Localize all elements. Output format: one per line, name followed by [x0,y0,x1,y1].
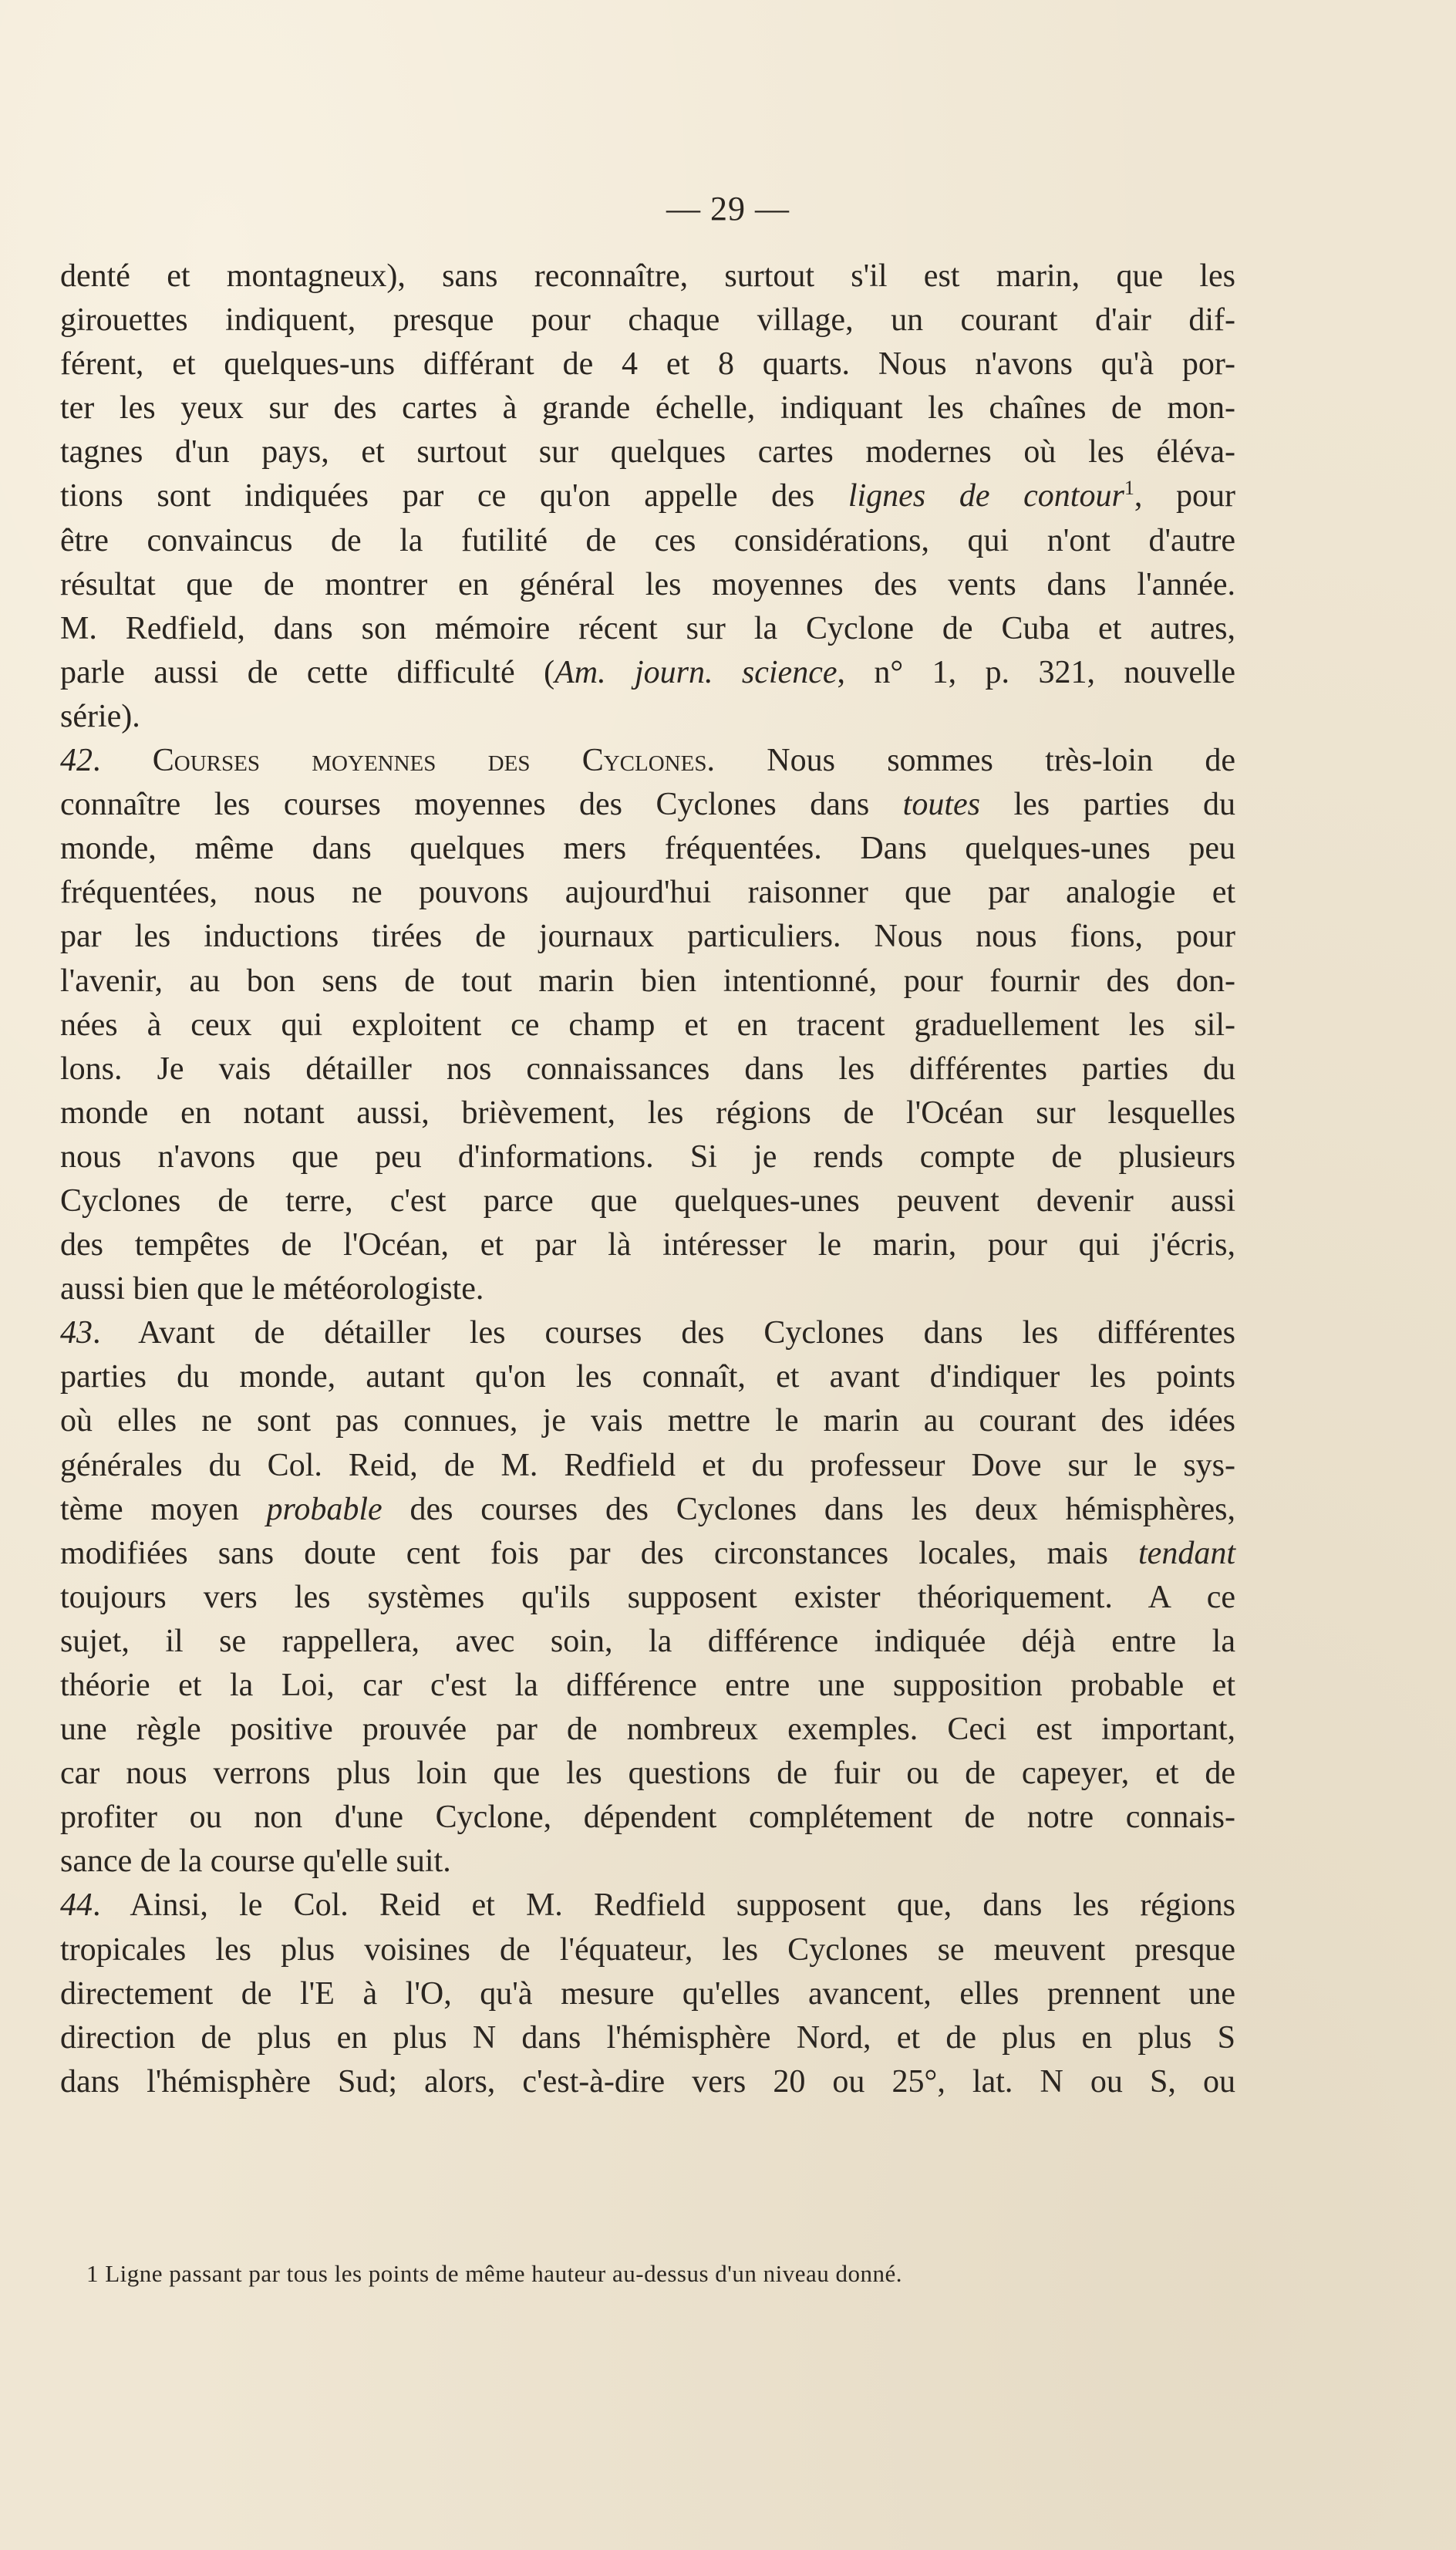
text-line [60,386,1235,430]
text-line [60,1003,1235,1047]
text-segment: girouettes indiquent, presque pour chaque village, un courant d'air dif- [60,302,1235,339]
text-line [60,1488,1235,1532]
text-segment: tions sont indiquées par ce qu'on appelle des [60,478,848,514]
text-line [60,1664,1235,1708]
text-line [60,1135,1235,1179]
text-segment: . Nous sommes très-loin de [706,743,1236,779]
page-number: — 29 — [666,190,790,228]
text-segment: une règle positive prouvée par de nombreux exemples. Ceci est important, [60,1712,1235,1748]
section-heading: Courses moyennes des Cyclones [152,743,707,779]
text-line [60,474,1235,518]
text-segment: tème moyen [60,1491,267,1527]
text-line [60,1840,1235,1884]
text-line [60,299,1235,342]
text-line [60,2016,1235,2060]
text-segment: tagnes d'un pays, et surtout sur quelques cartes modernes où les éléva- [60,434,1235,471]
text-line [60,255,1235,299]
text-segment: Cyclones de terre, c'est parce que quelques-unes peuvent devenir aussi [60,1182,1235,1219]
text-segment: profiter ou non d'une Cyclone, dépendent complétement de notre connais- [60,1800,1235,1836]
text-line [60,695,1235,739]
text-line [60,519,1235,563]
text-line [60,1311,1235,1355]
text-line [60,1928,1235,1972]
text-segment: . [93,743,153,779]
text-segment: férent, et quelques-uns différant de 4 et 8 quarts. Nous n'avons qu'à por- [60,346,1235,383]
text-segment: aussi bien que le météorologiste. [60,1271,484,1307]
footnote [86,2260,1243,2288]
text-segment: car nous verrons plus loin que les questions de fuir ou de capeyer, et de [60,1756,1235,1792]
text-line [60,783,1235,827]
text-segment: être convaincus de la futilité de ces considérations, qui n'ont d'autre [60,522,1235,558]
paragraph-number: 42 [60,743,93,779]
text-segment: lons. Je vais détailler nos connaissances dans les différentes parties du [60,1051,1235,1087]
text-segment: tropicales les plus voisines de l'équateur, les Cyclones se meuvent presque [60,1931,1235,1968]
text-line [60,430,1235,474]
text-line [60,739,1235,783]
text-line [60,1708,1235,1752]
footnote-ref: 1 [1124,477,1134,500]
text-segment: . Avant de détailler les courses des Cyclones dans les différentes [93,1315,1235,1351]
text-line [60,1752,1235,1796]
text-line [60,1884,1235,1928]
text-segment: des tempêtes de l'Océan, et par là intéresser le marin, pour qui j'écris, [60,1227,1235,1263]
text-segment: directement de l'E à l'O, qu'à mesure qu'elles avancent, elles prennent une [60,1975,1235,2012]
text-segment: l'avenir, au bon sens de tout marin bien intentionné, pour fournir des don- [60,963,1235,999]
text-line [60,1796,1235,1840]
body-text [60,255,1235,2104]
text-line [60,827,1235,871]
text-segment: générales du Col. Reid, de M. Redfield et du professeur Dove sur le sys- [60,1447,1235,1483]
italic-text: probable [266,1491,383,1527]
text-line [60,1223,1235,1267]
text-line [60,1532,1235,1576]
footnote-marker: 1 [86,2260,99,2287]
italic-text: toutes [902,787,980,823]
text-segment: . Ainsi, le Col. Reid et M. Redfield supposent que, dans les régions [93,1887,1235,1924]
text-line [60,915,1235,959]
text-segment: dans l'hémisphère Sud; alors, c'est-à-dire vers 20 ou 25°, lat. N ou S, ou [60,2063,1235,2100]
text-segment: modifiées sans doute cent fois par des circonstances locales, mais [60,1535,1139,1571]
text-segment: parties du monde, autant qu'on les connaît, et avant d'indiquer les points [60,1359,1235,1395]
text-segment: des courses des Cyclones dans les deux hémisphères, [382,1491,1235,1527]
italic-text: lignes de contour [848,478,1124,514]
text-line [60,1576,1235,1620]
text-line [60,1972,1235,2016]
text-line [60,1267,1235,1311]
text-segment: sujet, il se rappellera, avec soin, la différence indiquée déjà entre la [60,1623,1235,1659]
text-segment: sance de la course qu'elle suit. [60,1843,451,1880]
text-line [60,1179,1235,1223]
text-segment: résultat que de montrer en général les moyennes des vents dans l'année. [60,566,1235,602]
text-segment: où elles ne sont pas connues, je vais mettre le marin au courant des idées [60,1403,1235,1439]
text-line [60,1444,1235,1488]
text-segment: toujours vers les systèmes qu'ils supposent exister théoriquement. A ce [60,1579,1235,1615]
text-line [60,563,1235,607]
text-segment: ter les yeux sur des cartes à grande échelle, indiquant les chaînes de mon- [60,390,1235,427]
text-segment: les parties du [980,787,1235,823]
text-line [60,651,1235,695]
text-line [60,607,1235,651]
text-line [60,1091,1235,1135]
text-segment: , pour [1134,478,1235,514]
paragraph-number: 43 [60,1315,93,1351]
text-segment: fréquentées, nous ne pouvons aujourd'hui raisonner que par analogie et [60,875,1235,911]
text-segment: par les inductions tirées de journaux particuliers. Nous nous fions, pour [60,919,1235,955]
text-segment: monde en notant aussi, brièvement, les régions de l'Océan sur lesquelles [60,1095,1235,1131]
italic-text: tendant [1138,1535,1235,1571]
text-line [60,1355,1235,1399]
text-segment: parle aussi de cette difficulté ( [60,654,555,690]
text-line [60,342,1235,386]
footnote-text: Ligne passant par tous les points de même hauteur au-dessus d'un niveau donné. [105,2260,903,2287]
text-segment: théorie et la Loi, car c'est la différence entre une supposition probable et [60,1668,1235,1703]
text-segment: direction de plus en plus N dans l'hémisphère Nord, et de plus en plus S [60,2019,1235,2056]
text-segment: nées à ceux qui exploitent ce champ et en tracent graduellement les sil- [60,1007,1235,1043]
text-segment: denté et montagneux), sans reconnaître, surtout s'il est marin, que les [60,258,1235,294]
text-segment: connaître les courses moyennes des Cyclones dans [60,787,903,823]
text-segment: série). [60,698,140,734]
text-line [60,2060,1235,2104]
paragraph-number: 44 [60,1887,93,1924]
text-line [60,1399,1235,1443]
text-segment: monde, même dans quelques mers fréquentées. Dans quelques-unes peu [60,831,1235,867]
text-line [60,1620,1235,1664]
text-segment: nous n'avons que peu d'informations. Si je rends compte de plusieurs [60,1138,1235,1175]
text-segment: M. Redfield, dans son mémoire récent sur la Cyclone de Cuba et autres, [60,610,1235,646]
text-line [60,960,1235,1003]
text-segment: , n° 1, p. 321, nouvelle [837,654,1235,690]
italic-text: Am. journ. science [554,654,838,690]
text-line [60,1047,1235,1091]
text-line [60,871,1235,915]
